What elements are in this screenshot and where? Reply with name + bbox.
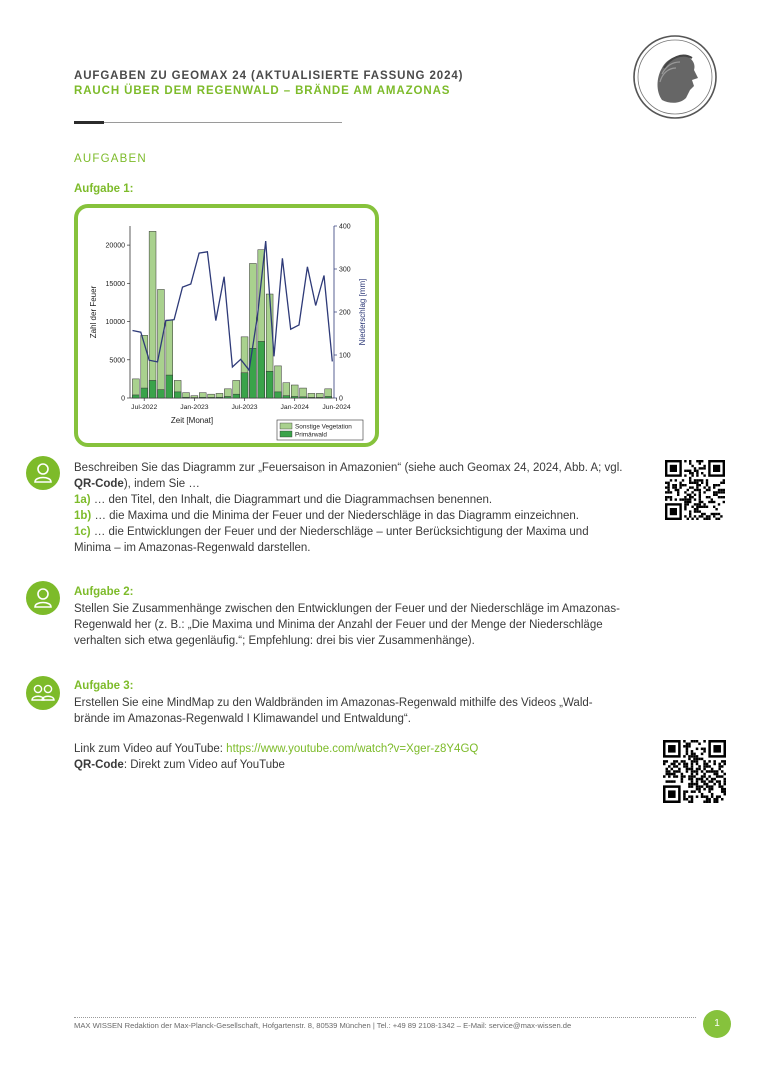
y-tick-label: 10000 [105,319,125,327]
x-axis-label: Zeit [Monat] [170,416,214,425]
bar-primaerwald [132,395,139,398]
bar-primaerwald [325,396,332,398]
bar-primaerwald [199,397,206,398]
footer-text: MAX WISSEN Redaktion der Max-Planck-Gesellschaft, Hofgartenstr. 8, 80539 München | Tel.: +49 89 2108-1342 – E-Mail: service@max-wissen.de [74,1021,572,1030]
y2-tick-label: 400 [339,223,351,231]
bar-primaerwald [249,348,256,398]
task3-text: Erstellen Sie eine MindMap zu den Waldbränden im Amazonas-Regenwald mithilfe des Videos „Wald- brände im Amazonas-Regenwald I Klimawandel und Entwaldung“. [74,697,593,725]
group-icon [26,676,60,710]
y-tick-label: 5000 [109,357,125,365]
legend-label-primaerwald: Primärwald [295,431,327,439]
bar-primaerwald [258,341,265,398]
bar-primaerwald [266,371,273,398]
y-tick-label: 20000 [105,242,125,250]
bar-primaerwald [308,397,315,398]
bar-primaerwald [291,396,298,398]
bar-primaerwald [208,397,215,398]
footer-rule [74,1017,696,1018]
y2-tick-label: 0 [339,395,343,403]
bar-primaerwald [233,394,240,398]
bar-sonstige-vegetation [291,385,298,398]
bar-primaerwald [241,373,248,398]
task1-item: 1b) … die Maxima und die Minima der Feuer und der Niederschläge in das Diagramm einzeichnen. [74,510,579,522]
header-title: AUFGABEN ZU GEOMAX 24 (AKTUALISIERTE FASSUNG 2024) [74,70,464,82]
bar-primaerwald [183,397,190,398]
max-planck-logo [632,34,718,120]
y2-tick-label: 300 [339,266,351,274]
y2-axis-label: Niederschlag [mm] [358,278,367,346]
bar-primaerwald [275,392,282,398]
task1-item: 1a) … den Titel, den Inhalt, die Diagrammart und die Diagrammachsen benennen. [74,494,493,506]
task3-title: Aufgabe 3: [74,680,134,692]
task2-text: Stellen Sie Zusammenhänge zwischen den Entwicklungen der Feuer und der Niederschläge im Amazonas- Regenwald her (z. B.: „Die Maxima und Minima der Anzahl der Feuer und der Menge der Niederschläge verhalten sich etwa gegenläufig.“; Empfehlung: drei bis vier Zusammenhänge). [74,603,620,647]
task1-item: Minima – im Amazonas-Regenwald darstellen. [74,542,311,554]
bar-primaerwald [149,380,156,398]
bar-primaerwald [283,396,290,398]
header-rule [104,122,342,123]
x-tick-label: Jul-2022 [131,404,158,411]
bar-primaerwald [216,397,223,398]
qr-code-diagram[interactable] [665,460,725,520]
y2-tick-label: 100 [339,352,351,360]
chart-svg [78,208,375,443]
person-icon [26,581,60,615]
task2-title: Aufgabe 2: [74,586,134,598]
bar-primaerwald [316,397,323,398]
youtube-link[interactable]: https://www.youtube.com/watch?v=Xger-z8Y4GQ [226,743,479,755]
legend-swatch-primaerwald [280,431,292,437]
page-number: 1 [703,1010,731,1038]
bar-primaerwald [224,396,231,398]
task3-link-line: Link zum Video auf YouTube: https://www.youtube.com/watch?v=Xger-z8Y4GQ QR-Code: Direkt zum Video auf YouTube [74,743,479,771]
fire-season-chart [74,204,379,447]
y-axis-label: Zahl der Feuer [89,285,98,339]
legend-swatch-sonstige [280,423,292,429]
person-icon [26,456,60,490]
task1-title: Aufgabe 1: [74,183,134,195]
task1-intro-b: ), indem Sie … [123,478,200,490]
bar-primaerwald [174,392,181,398]
bar-primaerwald [300,397,307,398]
legend-label-sonstige: Sonstige Vegetation [295,423,352,431]
y-tick-label: 0 [121,395,125,403]
header-rule-accent [74,121,104,124]
bar-primaerwald [166,375,173,398]
header-subtitle: RAUCH ÜBER DEM REGENWALD – BRÄNDE AM AMAZONAS [74,85,451,97]
bar-sonstige-vegetation [300,388,307,398]
task1-qr-ref: QR-Code [74,478,124,490]
qr-code-video[interactable] [663,740,726,803]
x-tick-label: Jul-2023 [231,404,258,411]
x-tick-label: Jan-2024 [280,404,309,411]
x-tick-label: Jan-2023 [180,404,209,411]
task1-item: 1c) … die Entwicklungen der Feuer und der Niederschläge – unter Berücksichtigung der Maxima und [74,526,589,538]
section-label: AUFGABEN [74,153,147,165]
y-tick-label: 15000 [105,280,125,288]
bar-sonstige-vegetation [149,231,156,398]
x-tick-label: Jun-2024 [322,404,351,411]
task3-qr-label: QR-Code [74,759,124,771]
task1-intro-a: Beschreiben Sie das Diagramm zur „Feuersaison in Amazonien“ (siehe auch Geomax 24, 2024, Abb. A; vgl. [74,462,623,474]
bar-primaerwald [141,388,148,398]
y2-tick-label: 200 [339,309,351,317]
task1-text [74,460,659,556]
bar-primaerwald [158,390,165,398]
